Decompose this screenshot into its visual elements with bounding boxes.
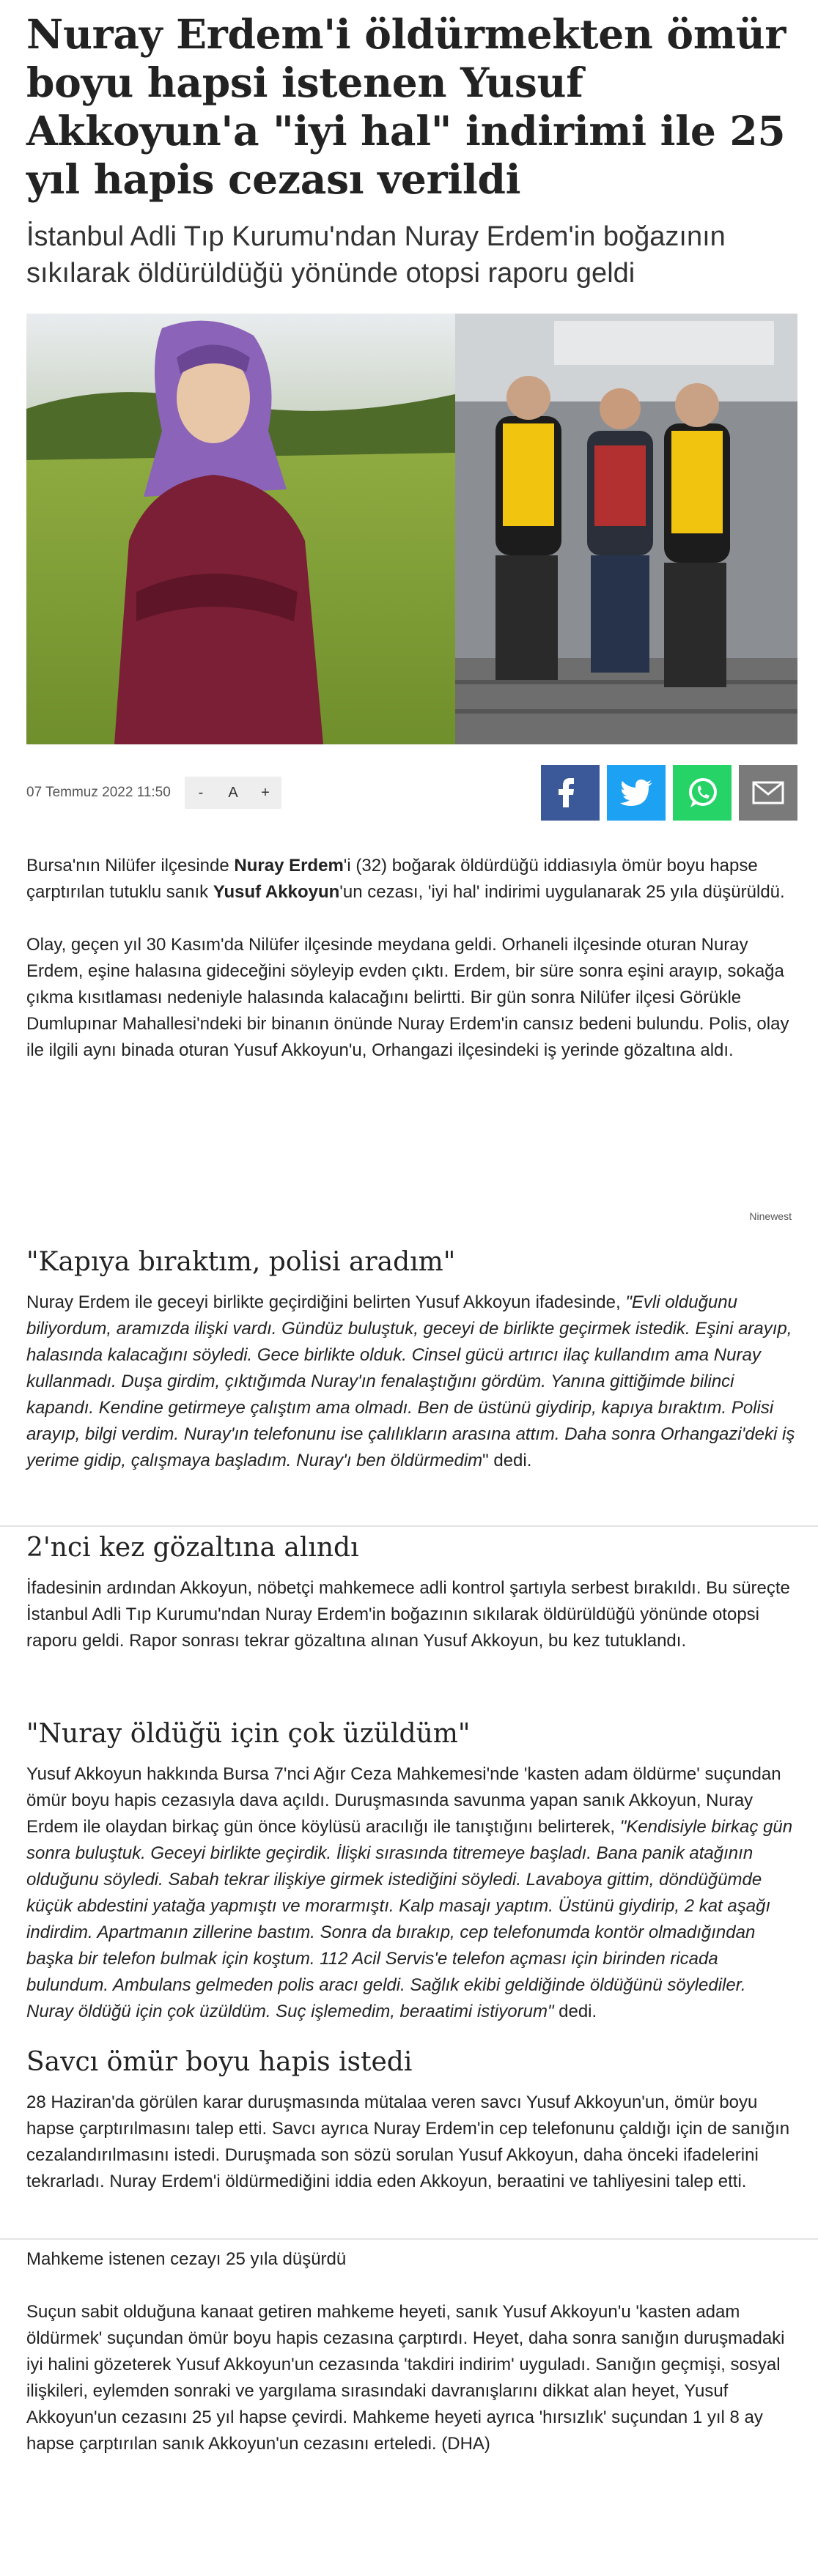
section-heading: Savcı ömür boyu hapis istedi	[26, 2047, 413, 2077]
section-divider	[0, 2238, 818, 2240]
section-subheading: Mahkeme istenen cezayı 25 yıla düşürdü	[26, 2249, 347, 2269]
hero-photo	[26, 314, 797, 744]
p1-text-a: Bursa'nın Nilüfer ilçesinde	[26, 856, 235, 876]
section-intro: Nuray Erdem ile geceyi birlikte geçirdiğini belirten Yusuf Akkoyun ifadesinde,	[26, 1292, 626, 1312]
section-text: Suçun sabit olduğuna kanaat getiren mahkeme heyeti, sanık Yusuf Akkoyun'u 'kasten adam öldürmek' suçundan ömür boyu hapis cezasına çarptırdı. Heyet, daha sonra sanığın duruşmadaki iyi halini gözeterek Yusuf Akkoyun'un cezasında 'takdiri indirim' uyguladı. Sanığın geçmişi, sosyal ilişkileri, eylemden sonraki ve yargılama sırasındaki davranışlarını dikkat alan heyet, Yusuf Akkoyun'un cezasını 25 yıl hapse çevirdi. Mahkeme heyeti ayrıca 'hırsızlık' suçundan 1 yıl 8 ay hapse çarptırılan sanık Akkoyun'un cezasını erteledi. (DHA)	[26, 2302, 785, 2454]
section-intro: Yusuf Akkoyun hakkında Bursa 7'nci Ağır Ceza Mahkemesi'nde 'kasten adam öldürme' suçundan ömür boyu hapis cezasıyla dava açıldı. Duruşmasında savunma yapan sanık Akkoyun, Nuray Erdem ile olaydan birkaç gün önce köylüsü aracılığı ile tanıştığını belirterek,	[26, 1764, 781, 1837]
font-reset-button[interactable]: A	[228, 784, 238, 801]
section-divider	[0, 1525, 818, 1527]
section-quote: "Kendisiyle birkaç gün sonra buluştuk. Geceyi birlikte geçirdik. İlişki sırasında titremeye başladı. Bana panik atağının olduğunu söyledi. Sabah tekrar ilişkiye girmek istediğini söyledi. Lavaboya gittim, döndüğümde küçük abdestini yatağa yapmıştı ve morarmıştı. Kalp masajı yaptım. Üstünü giydirip, 2 kat aşağı indirdim. Apartmanın zillerine bastım. Sonra da bırakıp, cep telefonumda kontör olmadığından başka bir telefon bulmak için koştum. 112 Acil Servis'e telefon açması için birinden ricada bulundum. Ambulans gelmeden polis aracı geldi. Sağlık ekibi geldiğinde öldüğünü söylediler. Nuray öldüğü için çok üzüldüm. Suç işlemedim, beraatimi istiyorum"	[26, 1817, 793, 2021]
article-meta-bar	[26, 765, 797, 821]
section-gozaltina-alindi	[26, 1531, 797, 1654]
section-heading: 2'nci kez gözaltına alındı	[26, 1533, 359, 1563]
section-text	[26, 1761, 797, 2025]
p1-text-c: 'i (32) boğarak öldürdüğü iddiasıyla ömür boyu hapse çarptırılan tutuklu sanık	[26, 856, 758, 902]
section-text: İfadesinin ardından Akkoyun, nöbetçi mahkemece adli kontrol şartıyla serbest bırakıldı. Bu süreçte İstanbul Adli Tıp Kurumu'ndan Nuray Erdem'in boğazının sıkılarak öldürüldüğü yönünde otopsi raporu geldi. Rapor sonrası tekrar gözaltına alınan Yusuf Akkoyun, bu kez tutuklandı.	[26, 1578, 790, 1651]
article-paragraph-1	[26, 853, 797, 906]
article-paragraph-2: Olay, geçen yıl 30 Kasım'da Nilüfer ilçesinde meydana geldi. Orhaneli ilçesinde oturan Nuray Erdem, eşine halasına gideceğini söyleyip evden çıktı. Erdem, bir süre sonra eşini arayıp, sokağa çıkma kısıtlaması nedeniyle halasında kalacağını belirtti. Bir gün sonra Nilüfer ilçesi Görükle Dumlupınar Mahallesi'ndeki bir binanın önünde Nuray Erdem'in cansız bedeni bulundu. Polis, olay ile ilgili aynı binada oturan Yusuf Akkoyun'u, Orhangazi ilçesindeki iş yerinde gözaltına aldı.	[26, 935, 789, 1060]
p1-text-e: 'un cezası, 'iyi hal' indirimi uygulanarak 25 yıla düşürüldü.	[339, 882, 785, 902]
article-title: Nuray Erdem'i öldürmekten ömür boyu hapsi istenen Yusuf Akkoyun'a "iyi hal" indirimi ile 25 yıl hapis cezası verildi	[26, 10, 786, 203]
facebook-icon	[558, 778, 583, 807]
section-outro: " dedi.	[482, 1451, 532, 1470]
section-kapiya-biraktim	[26, 1246, 797, 1474]
section-savci	[26, 2046, 797, 2195]
share-facebook-button[interactable]	[541, 765, 600, 821]
twitter-icon	[620, 780, 652, 806]
share-whatsapp-button[interactable]	[673, 765, 732, 821]
whatsapp-icon	[686, 777, 718, 809]
mail-icon	[752, 781, 784, 804]
section-quote: "Evli olduğunu biliyordum, aramızda ilişki vardı. Gündüz buluştuk, geceyi de birlikte geçirmek istedik. Eşini arayıp, halasında kalacağını söyledi. Gece birlikte olduk. Cinsel gücü artırıcı ilaç kullandım ama Nuray kullanmadı. Duşa girdim, çıktığımda Nuray'ın fenalaştığını gördüm. Yanına gittiğimde bilinci kapandı. Kendine getirmeye çalıştım ama olmadı. Ben de üstünü giydirip, kapıya bıraktım. Polisi arayıp, bilgi verdim. Nuray'ın telefonunu ise çalılıkların arasına attım. Daha sonra Orhangazi'deki iş yerime gidip, çalışmaya başladım. Nuray'ı ben öldürmedim	[26, 1292, 795, 1470]
article-spot: İstanbul Adli Tıp Kurumu'ndan Nuray Erdem'in boğazının sıkılarak öldürüldüğü yönünde otopsi raporu geldi	[26, 221, 726, 289]
p1-name-victim: Nuray Erdem	[234, 856, 344, 876]
share-mail-button[interactable]	[739, 765, 797, 821]
font-decrease-button[interactable]: -	[198, 784, 204, 801]
hero-image	[26, 314, 797, 744]
publish-date: 07 Temmuz 2022 11:50	[26, 785, 171, 800]
section-mahkeme	[26, 2246, 797, 2457]
section-heading: "Kapıya bıraktım, polisi aradım"	[26, 1247, 456, 1277]
font-size-controls	[185, 777, 281, 809]
ad-label: Ninewest	[749, 1210, 792, 1222]
share-twitter-button[interactable]	[607, 765, 666, 821]
font-increase-button[interactable]: +	[261, 784, 270, 801]
section-text: 28 Haziran'da görülen karar duruşmasında mütalaa veren savcı Yusuf Akkoyun'un, ömür boyu hapse çarptırılmasını talep etti. Savcı ayrıca Nuray Erdem'in cep telefonunu çaldığı için de sanığın cezalandırılmasını istedi. Duruşmada son sözü sorulan Yusuf Akkoyun, daha önceki ifadelerini tekrarladı. Nuray Erdem'i öldürmediğini iddia eden Akkoyun, beraatini ve tahliyesini talep etti.	[26, 2092, 790, 2191]
p1-name-suspect: Yusuf Akkoyun	[213, 882, 340, 902]
article	[26, 0, 797, 1064]
section-cok-uzuldum	[26, 1717, 797, 2025]
section-text	[26, 1289, 797, 1474]
share-buttons	[541, 765, 797, 821]
section-outro: dedi.	[553, 2002, 597, 2021]
section-heading: "Nuray öldüğü için çok üzüldüm"	[26, 1719, 471, 1749]
